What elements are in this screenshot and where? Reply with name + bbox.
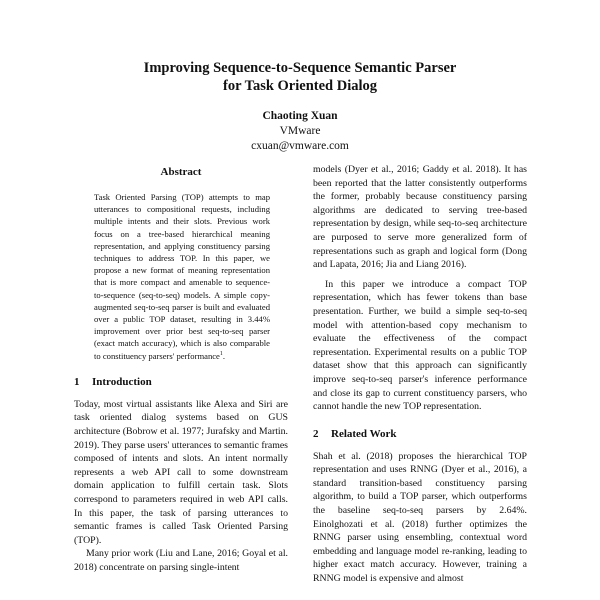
abstract-end: . [222,350,226,361]
author-email: cxuan@vmware.com [251,140,349,152]
title-line-2: for Task Oriented Dialog [222,78,377,94]
author-name: Chaoting Xuan [262,110,338,122]
footnote-mark: 1 [219,350,223,357]
section-heading-introduction [74,375,288,389]
section-number: 1 [74,375,80,388]
title-line-1: Improving Sequence-to-Sequence Semantic Parser [143,60,457,76]
abstract-heading: Abstract [160,166,202,178]
abstract-body: Task Oriented Parsing (TOP) attempts to map utterances to compositional requests, including multiple intents and their slots. Previous work focus on a tree-based hierarchical meaning representation, and applying constituency parsing techniques to address TOP. In this paper, we propose a new format of meaning representation that is more compact and amenable to sequence-to-sequence (seq-to-seq) models. A simple copy-augmented seq-to-seq parser is built and evaluated over a public TOP dataset, resulting in 3.44% improvement over prior best seq-to-seq parser (exact match accuracy), which is also comparable to constituency parsers' performance [94,192,270,361]
abstract-text [94,191,270,362]
related-paragraph-1: Shah et al. (2018) proposes the hierarchical TOP representation and uses RNNG (Dyer et al., 2016), a standard transition-based constituency parsing algorithm, to build a TOP parser, which outperforms the baseline seq-to-seq parsers by 2.64%. Einolghozati et al. (2018) further optimizes the RNNG parser using ensembling, contextual word embedding and language model re-ranking, leading to higher exact match accuracy. However, training a RNNG model is expensive and almost [313,450,527,585]
section-title: Related Work [331,427,397,440]
section-heading-related-work [313,427,527,441]
right-paragraph-2: In this paper we introduce a compact TOP representation, which has fewer tokens than base presentation. Further, we build a simple seq-to-seq model with attention-based copy mechanism to evaluate the effectiveness of the compact representation. Experimental results on a public TOP dataset show that this approach can significantly improve seq-to-seq parser's inference performance and close its gap to current constituency parsers, who cannot handle the new TOP representation. [313,278,527,413]
intro-paragraph-2: Many prior work (Liu and Lane, 2016; Goyal et al. 2018) concentrate on parsing single-intent [74,548,288,573]
author-block [150,109,450,154]
author-affiliation: VMware [279,125,321,137]
intro-paragraph-1: Today, most virtual assistants like Alexa and Siri are task oriented dialog systems based on GUS architecture (Bobrow et al. 1977; Jurafsky and Martin. 2019). They parse users' utterances to semantic frames composed of intents and slots. An intent normally represents a web API call to some downstream domain application to fulfill certain task. Slots correspond to parameters required in web API calls. In this paper, the task of parsing utterances to semantic frames is called Task Oriented Parsing (TOP). [74,398,288,546]
left-column [74,163,288,575]
right-column [313,163,527,586]
section-title: Introduction [92,375,152,388]
section-number: 2 [313,427,319,440]
paper-title [60,59,540,95]
right-paragraph-1: models (Dyer et al., 2016; Gaddy et al. 2018). It has been reported that the latter consistently outperforms the former, probably because constituency parsing algorithms are dedicated to serving tree-based representation by design, while seq-to-seq architecture are purposed to serve more generalized form of representations such as graph and logical form (Dong and Lapata, 2016; Jia and Liang 2016). [313,164,527,271]
